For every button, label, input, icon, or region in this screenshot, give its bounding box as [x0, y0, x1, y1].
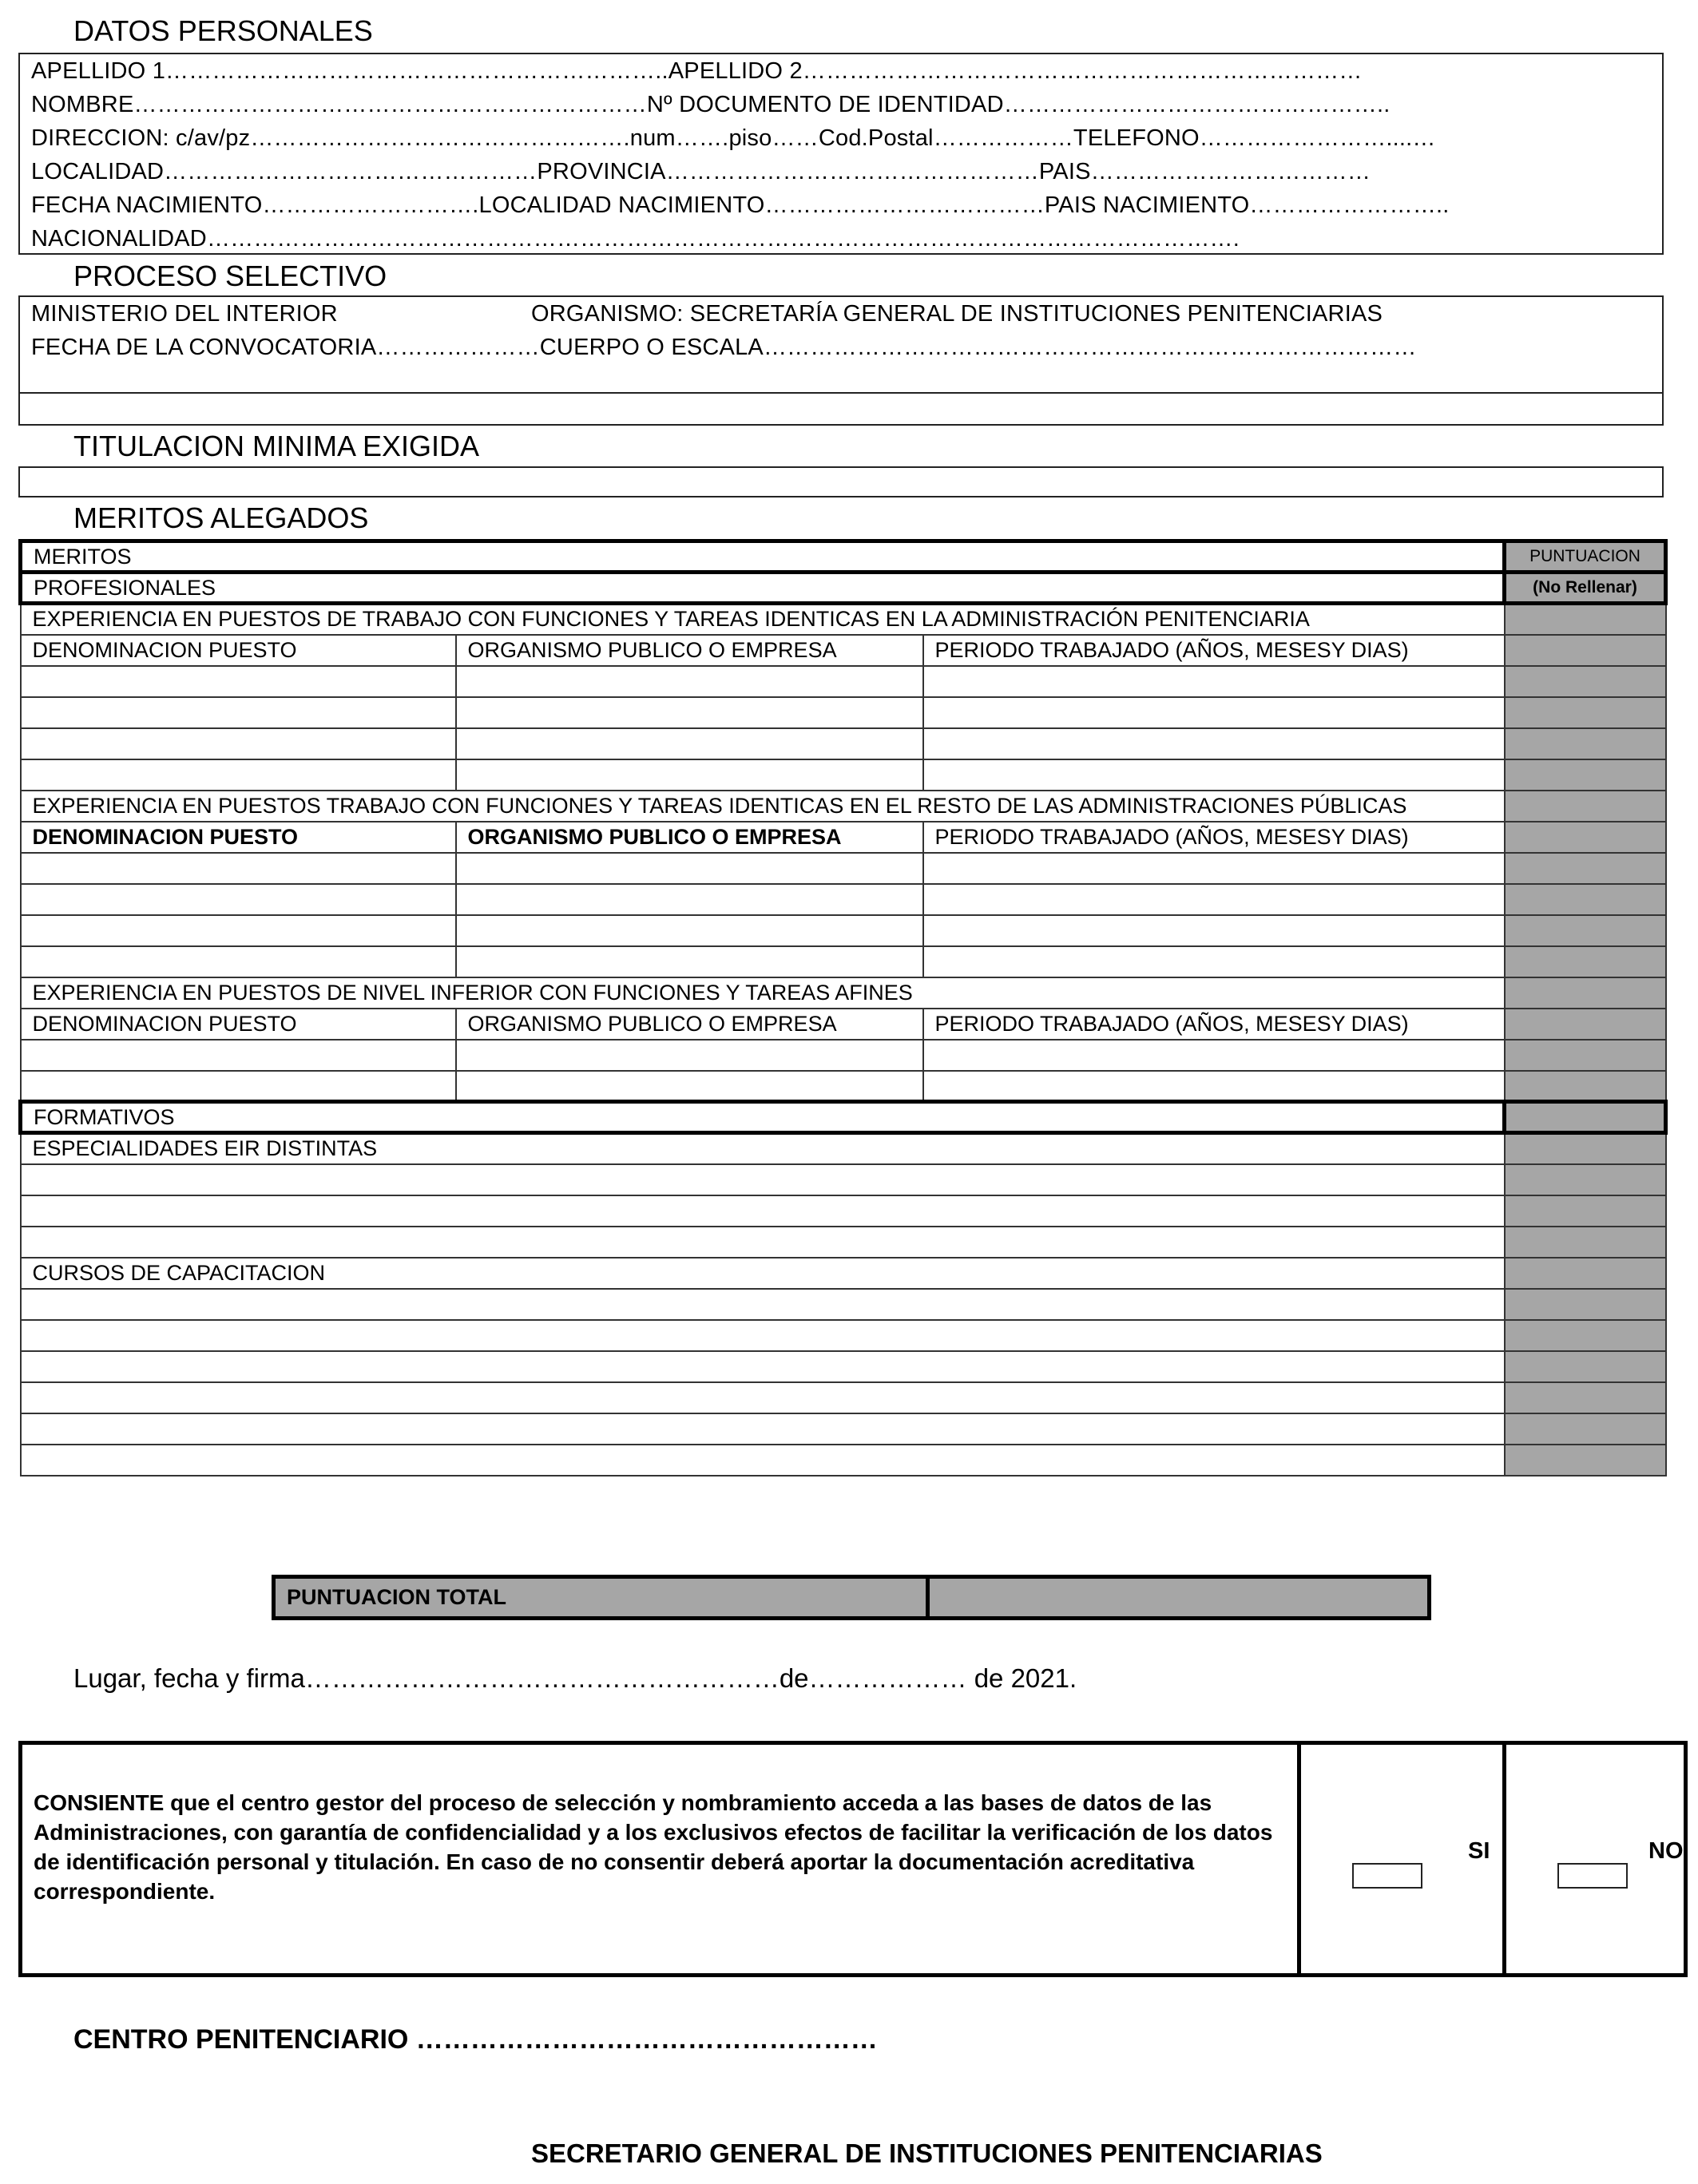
meritos-table [18, 539, 1668, 1476]
puntuacion-cell [1505, 853, 1666, 884]
puntuacion-total-row [272, 1575, 1431, 1620]
section-title-titulacion: TITULACION MINIMA EXIGIDA [73, 430, 480, 462]
row-label: EXPERIENCIA EN PUESTOS DE TRABAJO CON FUNCIONES Y TAREAS IDENTICAS EN LA ADMINISTRACIÓN PENITENCIARIA [21, 604, 1505, 635]
table-cell[interactable] [21, 946, 456, 977]
field-localidad[interactable]: LOCALIDAD…………………………………………PROVINCIA…………………………………………PAIS……………………………… [31, 159, 1371, 184]
row-label: EXPERIENCIA EN PUESTOS TRABAJO CON FUNCIONES Y TAREAS IDENTICAS EN EL RESTO DE LAS ADMINISTRACIONES PÚBLICAS [21, 791, 1505, 822]
table-row [21, 1351, 1666, 1382]
table-cell[interactable] [923, 853, 1505, 884]
puntuacion-total-label: PUNTUACION TOTAL [276, 1579, 930, 1616]
puntuacion-cell [1505, 1071, 1666, 1102]
table-cell[interactable] [21, 1445, 1505, 1476]
table-cell[interactable] [923, 666, 1505, 697]
table-cell[interactable] [21, 1289, 1505, 1320]
field-nacionalidad[interactable]: NACIONALIDAD……………………………………………………………………………………………………………………. [31, 226, 1240, 252]
datos-personales-box [18, 53, 1664, 255]
table-row [21, 1227, 1666, 1258]
table-cell[interactable] [923, 915, 1505, 946]
table-cell[interactable] [456, 759, 923, 791]
puntuacion-cell [1505, 977, 1666, 1009]
divider [1297, 1745, 1301, 1973]
table-row [21, 1258, 1666, 1289]
table-row [21, 759, 1666, 791]
column-header: PERIODO TRABAJADO (AÑOS, MESESY DIAS) [923, 822, 1505, 853]
table-cell[interactable] [923, 1040, 1505, 1071]
puntuacion-cell [1505, 1009, 1666, 1040]
table-cell[interactable] [923, 697, 1505, 728]
table-cell[interactable] [456, 915, 923, 946]
puntuacion-cell [1505, 1195, 1666, 1227]
field-direccion[interactable]: DIRECCION: c/av/pz………………………………………….num…….piso……Cod.Postal………………TELEFONO……………………....… [31, 125, 1436, 151]
consent-si-checkbox[interactable] [1352, 1863, 1422, 1889]
footer-signatory: SECRETARIO GENERAL DE INSTITUCIONES PENITENCIARIAS [531, 2138, 1323, 2168]
table-cell[interactable] [21, 1413, 1505, 1445]
puntuacion-cell [1505, 1413, 1666, 1445]
row-label: ESPECIALIDADES EIR DISTINTAS [21, 1133, 1505, 1164]
puntuacion-cell [1505, 635, 1666, 666]
puntuacion-cell [1505, 1102, 1666, 1133]
consent-text [34, 1788, 1295, 1906]
field-nombre-documento[interactable]: NOMBRE…………………………………………………………Nº DOCUMENTO DE IDENTIDAD………………………………………….. [31, 92, 1391, 117]
puntuacion-cell [1505, 728, 1666, 759]
puntuacion-cell [1505, 1320, 1666, 1351]
table-cell[interactable] [21, 1071, 456, 1102]
table-cell[interactable] [21, 697, 456, 728]
column-header: DENOMINACION PUESTO [21, 822, 456, 853]
puntuacion-cell [1505, 1382, 1666, 1413]
table-cell[interactable] [456, 853, 923, 884]
consent-box [18, 1741, 1688, 1977]
titulacion-field[interactable] [18, 466, 1664, 497]
puntuacion-total-value [930, 1579, 1427, 1616]
table-cell[interactable] [456, 728, 923, 759]
table-cell[interactable] [456, 697, 923, 728]
puntuacion-cell: PUNTUACION [1505, 541, 1666, 573]
table-cell[interactable] [456, 884, 923, 915]
section-title-datos-personales: DATOS PERSONALES [73, 14, 373, 47]
table-row [21, 541, 1666, 573]
table-row [21, 1320, 1666, 1351]
puntuacion-cell [1505, 1040, 1666, 1071]
table-cell[interactable] [21, 1227, 1505, 1258]
table-row [21, 1040, 1666, 1071]
section-title-meritos: MERITOS ALEGADOS [73, 501, 369, 534]
table-cell[interactable] [21, 666, 456, 697]
table-row [21, 1289, 1666, 1320]
field-fecha-cuerpo[interactable]: FECHA DE LA CONVOCATORIA…………………CUERPO O ESCALA………………………………………………………………………… [31, 335, 1417, 360]
row-label: EXPERIENCIA EN PUESTOS DE NIVEL INFERIOR CON FUNCIONES Y TAREAS AFINES [21, 977, 1505, 1009]
table-row [21, 697, 1666, 728]
puntuacion-cell [1505, 1289, 1666, 1320]
consent-lead: CONSIENTE [34, 1790, 165, 1815]
consent-si-label: SI [1468, 1838, 1490, 1864]
puntuacion-cell [1505, 1351, 1666, 1382]
table-row [21, 1382, 1666, 1413]
table-row [21, 946, 1666, 977]
table-cell[interactable] [21, 853, 456, 884]
ministerio-label: MINISTERIO DEL INTERIOR [31, 301, 338, 327]
table-cell[interactable] [21, 1164, 1505, 1195]
table-cell[interactable] [456, 1040, 923, 1071]
table-row [21, 915, 1666, 946]
table-cell[interactable] [923, 759, 1505, 791]
field-nacimiento[interactable]: FECHA NACIMIENTO……………………….LOCALIDAD NACIMIENTO………………………………PAIS NACIMIENTO…………………….. [31, 192, 1450, 218]
puntuacion-cell [1505, 884, 1666, 915]
table-row [21, 1133, 1666, 1164]
puntuacion-cell: (No Rellenar) [1505, 573, 1666, 604]
row-label: PROFESIONALES [21, 573, 1505, 604]
proceso-selectivo-extra-field[interactable] [18, 392, 1664, 426]
table-row [21, 977, 1666, 1009]
table-cell[interactable] [21, 884, 456, 915]
table-row [21, 822, 1666, 853]
table-row [21, 666, 1666, 697]
column-header: ORGANISMO PUBLICO O EMPRESA [456, 822, 923, 853]
table-row [21, 1195, 1666, 1227]
column-header: PERIODO TRABAJADO (AÑOS, MESESY DIAS) [923, 635, 1505, 666]
puntuacion-cell [1505, 604, 1666, 635]
puntuacion-cell [1505, 759, 1666, 791]
table-cell[interactable] [21, 1351, 1505, 1382]
table-cell[interactable] [21, 1382, 1505, 1413]
column-header: ORGANISMO PUBLICO O EMPRESA [456, 635, 923, 666]
table-row [21, 1413, 1666, 1445]
table-cell[interactable] [456, 1071, 923, 1102]
table-row [21, 1102, 1666, 1133]
table-row [21, 573, 1666, 604]
puntuacion-cell [1505, 666, 1666, 697]
table-cell[interactable] [923, 946, 1505, 977]
table-cell[interactable] [21, 915, 456, 946]
table-row [21, 853, 1666, 884]
column-header: DENOMINACION PUESTO [21, 635, 456, 666]
organismo-label: ORGANISMO: SECRETARÍA GENERAL DE INSTITUCIONES PENITENCIARIAS [531, 301, 1383, 327]
puntuacion-cell [1505, 1258, 1666, 1289]
table-cell[interactable] [21, 1320, 1505, 1351]
table-cell[interactable] [21, 728, 456, 759]
puntuacion-cell [1505, 1133, 1666, 1164]
table-row [21, 1071, 1666, 1102]
consent-body: que el centro gestor del proceso de selección y nombramiento acceda a las bases de datos de las Administraciones, con garantía de confidencialidad y a los exclusivos efectos de facilitar la verificación de los datos de identificación personal y titulación. En caso de no consentir deberá aportar la documentación acreditativa correspondiente. [34, 1790, 1273, 1904]
table-row [21, 635, 1666, 666]
centro-penitenciario-field[interactable]: CENTRO PENITENCIARIO …………………………………………… [73, 2024, 878, 2055]
table-cell[interactable] [923, 728, 1505, 759]
consent-no-label: NO [1648, 1838, 1684, 1864]
puntuacion-cell [1505, 1227, 1666, 1258]
column-header: PERIODO TRABAJADO (AÑOS, MESESY DIAS) [923, 1009, 1505, 1040]
puntuacion-cell [1505, 915, 1666, 946]
table-cell[interactable] [456, 946, 923, 977]
puntuacion-cell [1505, 1445, 1666, 1476]
consent-no-checkbox[interactable] [1557, 1863, 1628, 1889]
column-header: ORGANISMO PUBLICO O EMPRESA [456, 1009, 923, 1040]
puntuacion-cell [1505, 1164, 1666, 1195]
table-cell[interactable] [923, 1071, 1505, 1102]
row-label: FORMATIVOS [21, 1102, 1505, 1133]
row-label: MERITOS [21, 541, 1505, 573]
table-cell[interactable] [456, 666, 923, 697]
table-row [21, 604, 1666, 635]
divider [1502, 1745, 1506, 1973]
section-title-proceso-selectivo: PROCESO SELECTIVO [73, 260, 387, 292]
puntuacion-cell [1505, 697, 1666, 728]
puntuacion-cell [1505, 946, 1666, 977]
table-cell[interactable] [923, 884, 1505, 915]
puntuacion-cell [1505, 791, 1666, 822]
puntuacion-cell [1505, 822, 1666, 853]
table-row [21, 1009, 1666, 1040]
proceso-selectivo-box [18, 295, 1664, 394]
table-row [21, 1164, 1666, 1195]
table-row [21, 728, 1666, 759]
table-cell[interactable] [21, 1195, 1505, 1227]
table-cell[interactable] [21, 759, 456, 791]
table-row [21, 791, 1666, 822]
table-cell[interactable] [21, 1040, 456, 1071]
row-label: CURSOS DE CAPACITACION [21, 1258, 1505, 1289]
table-row [21, 884, 1666, 915]
table-row [21, 1445, 1666, 1476]
lugar-fecha-firma[interactable]: Lugar, fecha y firma………………………………………………de……………… de 2021. [73, 1663, 1077, 1693]
column-header: DENOMINACION PUESTO [21, 1009, 456, 1040]
field-apellidos[interactable]: APELLIDO 1………………………………………………………..APELLIDO 2……………………………………………………………… [31, 58, 1363, 84]
